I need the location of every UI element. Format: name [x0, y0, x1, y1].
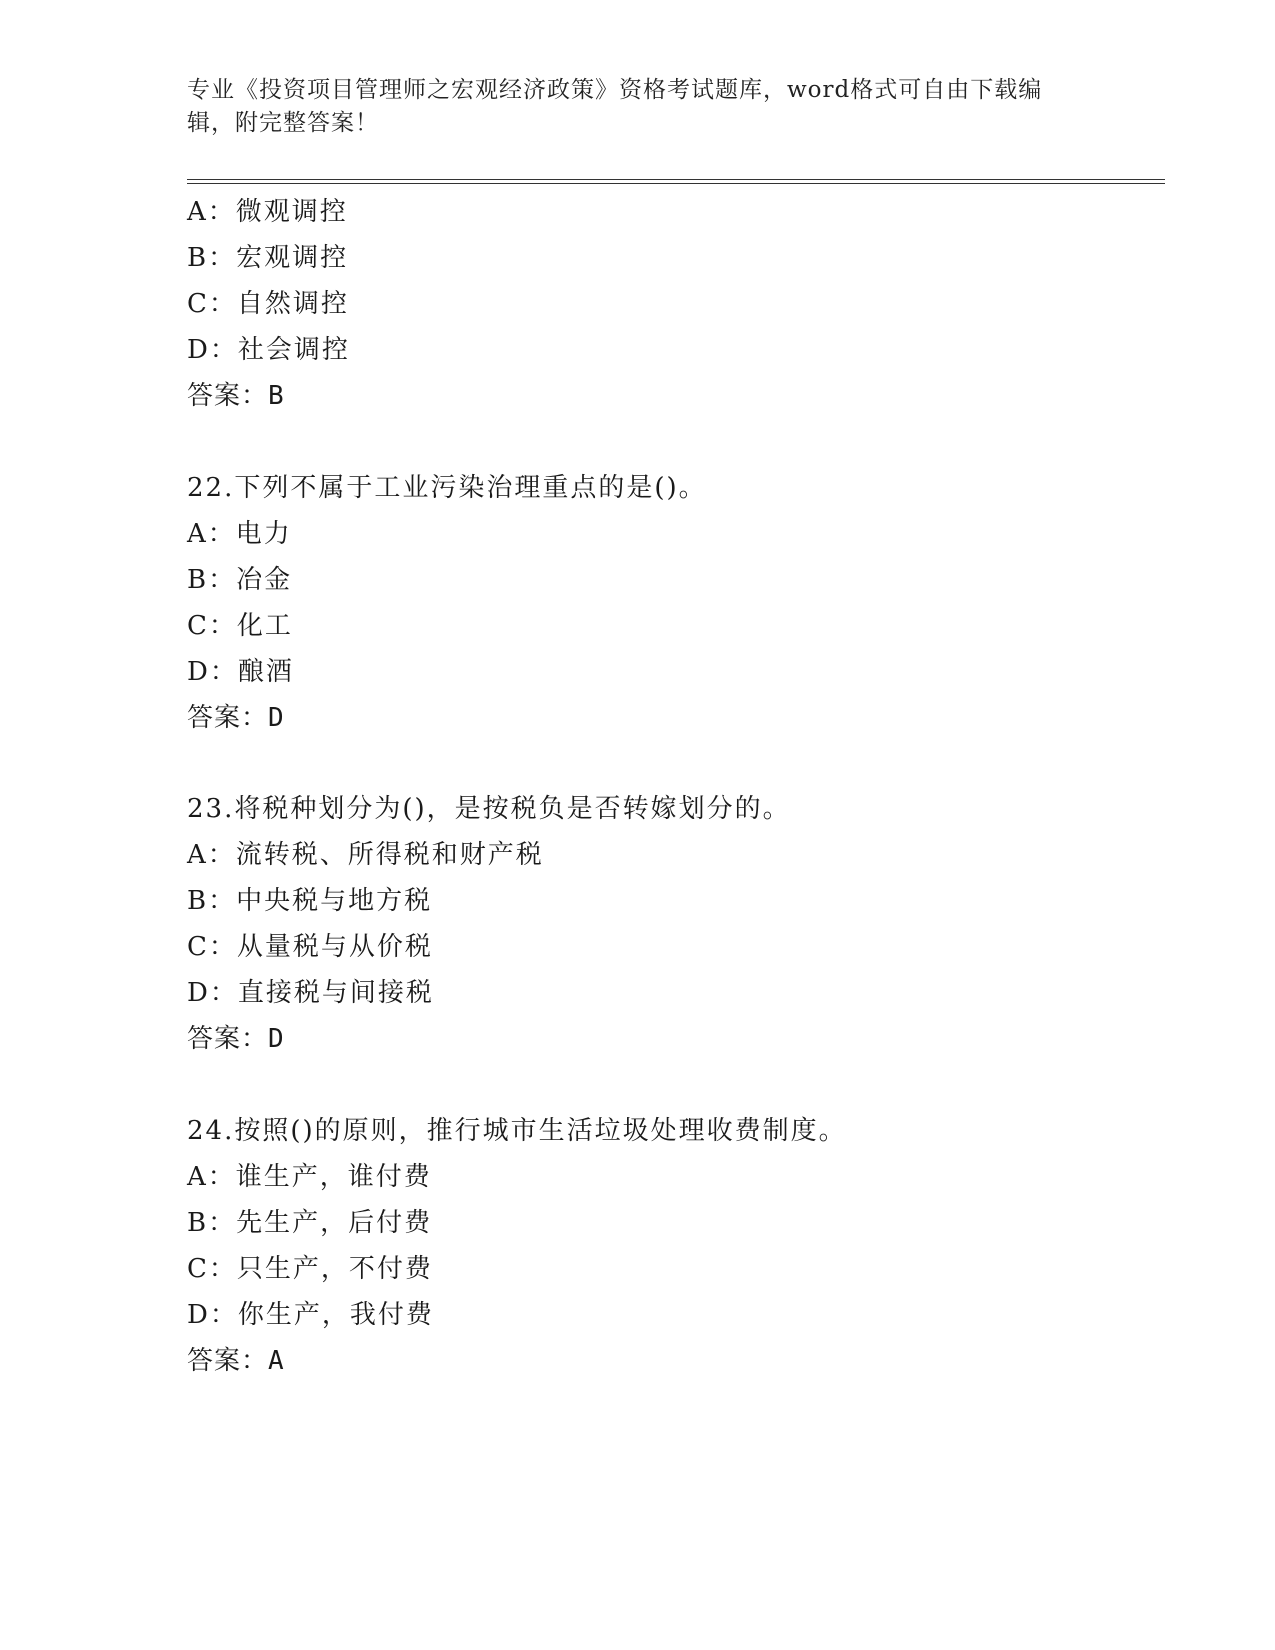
option-c: C：从量税与从价税: [187, 932, 433, 962]
question-stem: 23.将税种划分为()，是按税负是否转嫁划分的。: [187, 794, 791, 824]
option-b: B：宏观调控: [187, 243, 349, 273]
option-b: B：先生产，后付费: [187, 1208, 433, 1238]
question-block-22: [187, 465, 1147, 741]
header-line-1: 专业《投资项目管理师之宏观经济政策》资格考试题库，word格式可自由下载编: [187, 77, 1043, 103]
question-stem: 22.下列不属于工业污染治理重点的是()。: [187, 473, 707, 503]
question-block-21: [187, 189, 1147, 419]
answer-line: 答案：D: [187, 1024, 285, 1054]
question-stem: 24.按照()的原则，推行城市生活垃圾处理收费制度。: [187, 1116, 847, 1146]
header-divider-top: [187, 179, 1165, 180]
option-c: C：只生产，不付费: [187, 1254, 433, 1284]
document-header: [187, 74, 1087, 140]
option-d: D：你生产，我付费: [187, 1300, 434, 1330]
header-divider-bottom: [187, 183, 1165, 184]
option-a: A：微观调控: [187, 197, 348, 227]
question-block-23: [187, 786, 1147, 1062]
answer-line: 答案：A: [187, 1346, 285, 1376]
answer-line: 答案：B: [187, 381, 285, 411]
header-line-2: 辑，附完整答案！: [187, 110, 379, 136]
question-block-24: [187, 1108, 1147, 1384]
answer-line: 答案：D: [187, 703, 285, 733]
option-a: A：电力: [187, 519, 292, 549]
option-a: A：谁生产，谁付费: [187, 1162, 432, 1192]
option-b: B：冶金: [187, 565, 293, 595]
option-d: D：直接税与间接税: [187, 978, 434, 1008]
option-c: C：自然调控: [187, 289, 349, 319]
option-d: D：酿酒: [187, 657, 294, 687]
option-c: C：化工: [187, 611, 293, 641]
option-b: B：中央税与地方税: [187, 886, 433, 916]
option-d: D：社会调控: [187, 335, 350, 365]
option-a: A：流转税、所得税和财产税: [187, 840, 544, 870]
